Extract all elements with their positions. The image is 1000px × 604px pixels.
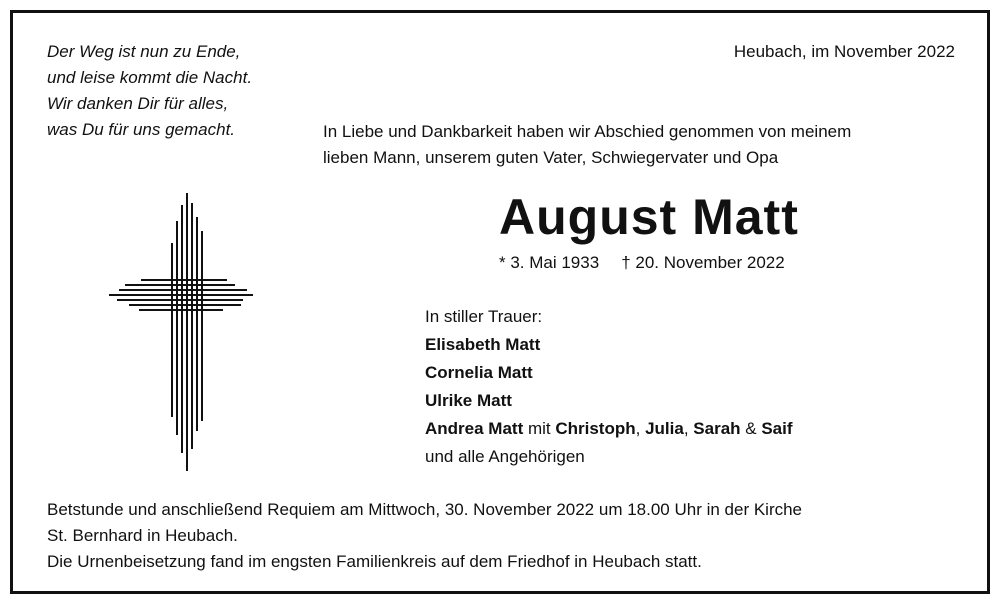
- separator: ,: [683, 419, 694, 438]
- mourners-heading: In stiller Trauer:: [425, 307, 543, 326]
- service-info: [47, 497, 802, 575]
- memorial-poem: [47, 39, 252, 143]
- poem-line: Der Weg ist nun zu Ende,: [47, 42, 241, 61]
- grandchild-name: Julia: [645, 419, 684, 438]
- intro-text: [323, 119, 851, 171]
- mourners-list: [425, 303, 793, 471]
- obituary-frame: [10, 10, 990, 594]
- separator: &: [740, 419, 762, 438]
- intro-line: In Liebe und Dankbarkeit haben wir Abschied genommen von meinem: [323, 122, 852, 141]
- mourner-family-line: [425, 415, 793, 443]
- grandchild-name: Sarah: [693, 419, 741, 438]
- poem-line: und leise kommt die Nacht.: [47, 68, 253, 87]
- line-cross-icon: [95, 191, 255, 475]
- deceased-name: August Matt: [499, 189, 799, 245]
- mourner-name: Elisabeth Matt: [425, 335, 541, 354]
- grandchild-name: Saif: [761, 419, 793, 438]
- service-line: St. Bernhard in Heubach.: [47, 526, 238, 545]
- separator: ,: [635, 419, 646, 438]
- service-line: Betstunde und anschließend Requiem am Mittwoch, 30. November 2022 um 18.00 Uhr in der Kirche: [47, 500, 803, 519]
- intro-line: lieben Mann, unserem guten Vater, Schwiegervater und Opa: [323, 148, 779, 167]
- poem-line: was Du für uns gemacht.: [47, 120, 236, 139]
- birth-date: * 3. Mai 1933: [499, 253, 600, 272]
- poem-line: Wir danken Dir für alles,: [47, 94, 229, 113]
- mourner-name: Cornelia Matt: [425, 363, 533, 382]
- mourner-name: Ulrike Matt: [425, 391, 512, 410]
- mourner-name: Andrea Matt: [425, 419, 524, 438]
- service-line: Die Urnenbeisetzung fand im engsten Familienkreis auf dem Friedhof in Heubach statt.: [47, 552, 702, 571]
- grandchild-name: Christoph: [555, 419, 636, 438]
- life-dates: [499, 251, 785, 275]
- connector-text: mit: [523, 419, 556, 438]
- mourners-closing: und alle Angehörigen: [425, 447, 585, 466]
- death-date: † 20. November 2022: [621, 253, 785, 272]
- place-date: Heubach, im November 2022: [733, 42, 955, 61]
